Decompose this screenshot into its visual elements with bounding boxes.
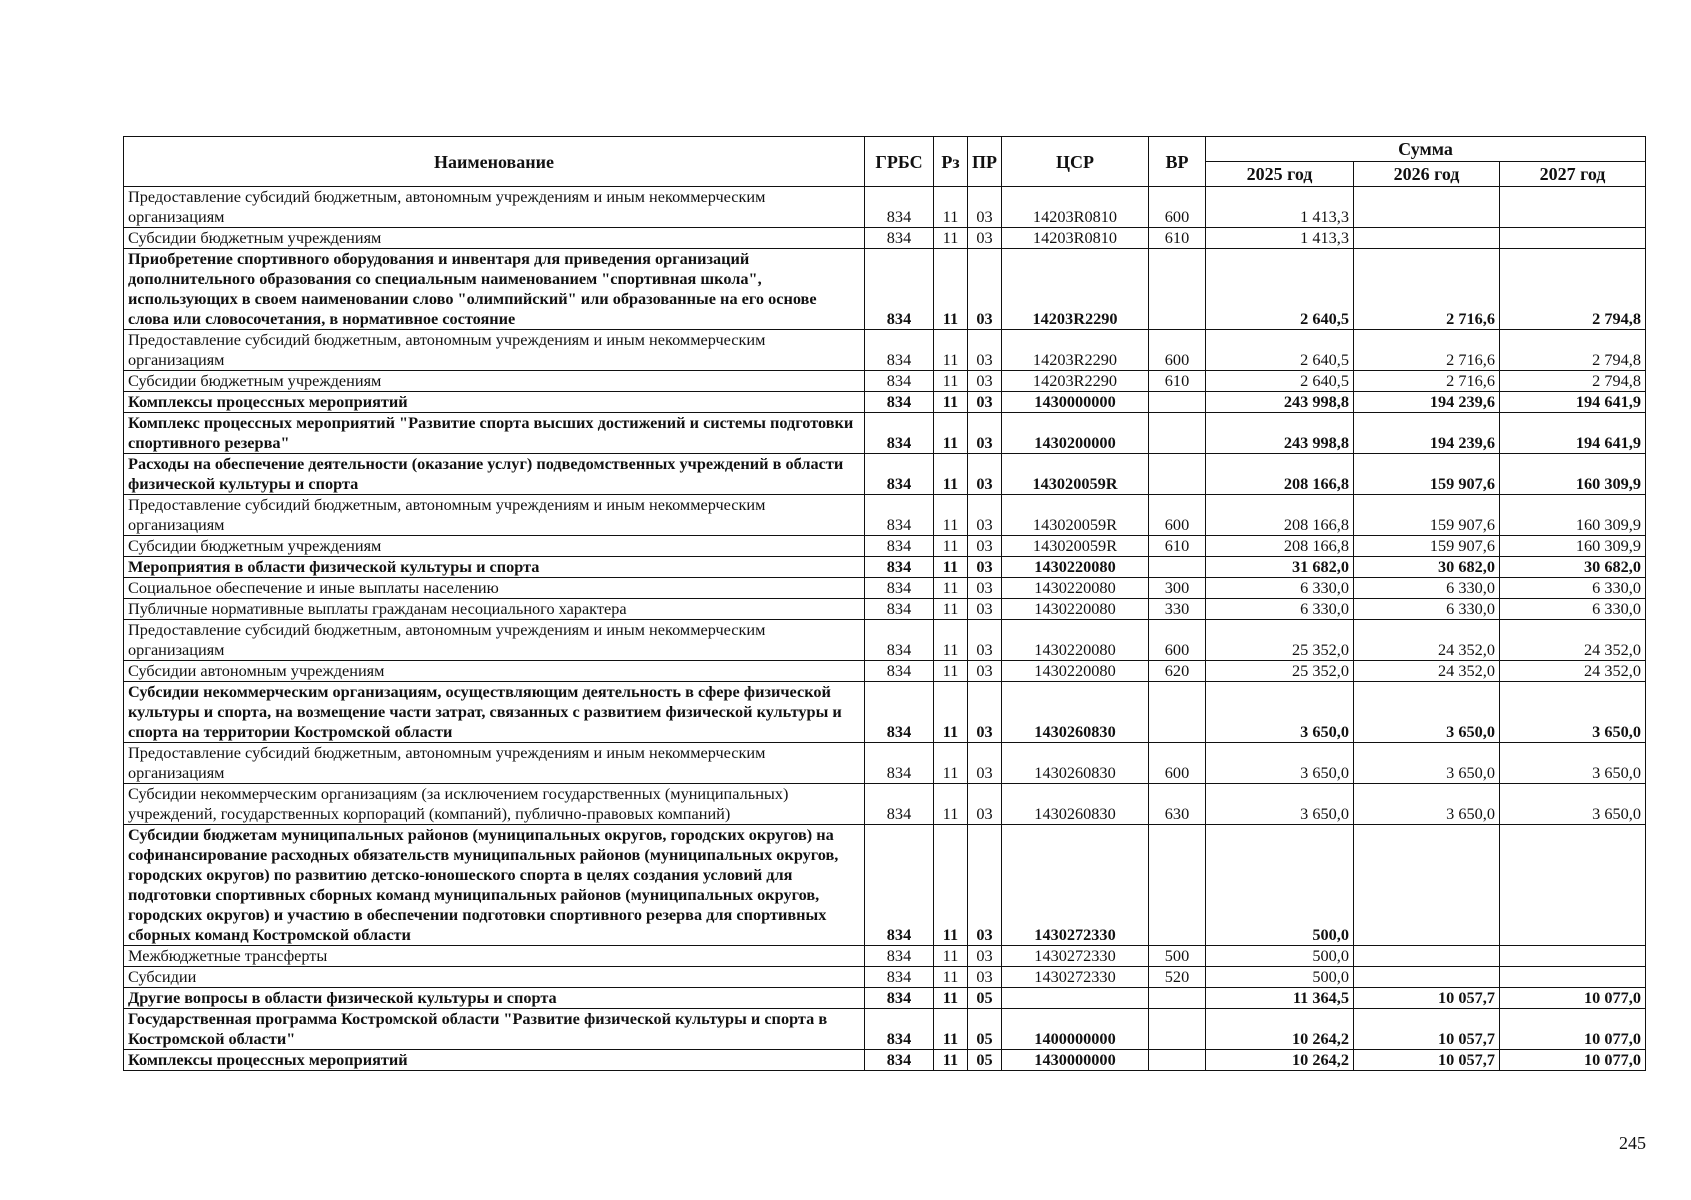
row-name: Субсидии: [124, 967, 865, 988]
table-row: [124, 682, 1646, 743]
row-grbs: 834: [865, 371, 934, 392]
row-grbs: 834: [865, 413, 934, 454]
row-vr: 520: [1149, 967, 1206, 988]
row-rz: 11: [934, 371, 968, 392]
row-amount-2026: [1354, 967, 1500, 988]
row-name: Другие вопросы в области физической культуры и спорта: [124, 988, 865, 1009]
row-rz: 11: [934, 682, 968, 743]
row-csr: 1430220080: [1002, 661, 1149, 682]
row-grbs: 834: [865, 578, 934, 599]
row-amount-2027: 10 077,0: [1500, 988, 1646, 1009]
row-grbs: 834: [865, 187, 934, 228]
row-pr: 03: [968, 371, 1002, 392]
row-vr: [1149, 988, 1206, 1009]
row-name: Комплекс процессных мероприятий "Развитие спорта высших достижений и системы подготовки спортивного резерва": [124, 413, 865, 454]
row-grbs: 834: [865, 1009, 934, 1050]
budget-table: [123, 136, 1646, 1071]
row-pr: 05: [968, 988, 1002, 1009]
row-amount-2025: 243 998,8: [1206, 413, 1354, 454]
row-pr: 03: [968, 743, 1002, 784]
row-amount-2025: 10 264,2: [1206, 1050, 1354, 1071]
table-row: [124, 371, 1646, 392]
table-row: [124, 578, 1646, 599]
row-grbs: 834: [865, 249, 934, 330]
row-rz: 11: [934, 661, 968, 682]
table-row: [124, 1009, 1646, 1050]
row-vr: 600: [1149, 495, 1206, 536]
row-amount-2026: 24 352,0: [1354, 620, 1500, 661]
table-row: [124, 743, 1646, 784]
row-amount-2025: 10 264,2: [1206, 1009, 1354, 1050]
header-year-2025: 2025 год: [1206, 162, 1354, 187]
row-vr: 620: [1149, 661, 1206, 682]
row-amount-2027: 194 641,9: [1500, 392, 1646, 413]
table-row: [124, 454, 1646, 495]
row-name: Субсидии некоммерческим организациям, осуществляющим деятельность в сфере физической культуры и спорта, на возмещение части затрат, связанных с развитием физической культуры и спорта на территории Костромской области: [124, 682, 865, 743]
row-grbs: 834: [865, 661, 934, 682]
row-vr: 600: [1149, 620, 1206, 661]
row-grbs: 834: [865, 784, 934, 825]
row-csr: 1430260830: [1002, 784, 1149, 825]
row-amount-2027: 3 650,0: [1500, 784, 1646, 825]
row-amount-2026: [1354, 946, 1500, 967]
row-csr: 1430272330: [1002, 946, 1149, 967]
row-pr: 03: [968, 967, 1002, 988]
row-rz: 11: [934, 1009, 968, 1050]
row-vr: 600: [1149, 330, 1206, 371]
row-rz: 11: [934, 249, 968, 330]
header-rz: Рз: [934, 137, 968, 187]
row-vr: 600: [1149, 187, 1206, 228]
row-vr: [1149, 1009, 1206, 1050]
row-amount-2027: 160 309,9: [1500, 495, 1646, 536]
row-vr: [1149, 1050, 1206, 1071]
row-amount-2025: 2 640,5: [1206, 371, 1354, 392]
row-csr: 1400000000: [1002, 1009, 1149, 1050]
row-csr: 143020059R: [1002, 454, 1149, 495]
table-row: [124, 536, 1646, 557]
row-name: Социальное обеспечение и иные выплаты населению: [124, 578, 865, 599]
row-vr: [1149, 557, 1206, 578]
row-csr: 14203R0810: [1002, 228, 1149, 249]
header-pr: ПР: [968, 137, 1002, 187]
row-vr: 600: [1149, 743, 1206, 784]
row-grbs: 834: [865, 454, 934, 495]
table-row: [124, 784, 1646, 825]
row-rz: 11: [934, 495, 968, 536]
table-row: [124, 967, 1646, 988]
row-pr: 03: [968, 228, 1002, 249]
row-amount-2027: 2 794,8: [1500, 330, 1646, 371]
row-name: Предоставление субсидий бюджетным, автономным учреждениям и иным некоммерческим организациям: [124, 495, 865, 536]
header-sum: Сумма: [1206, 137, 1646, 162]
row-amount-2027: [1500, 187, 1646, 228]
row-grbs: 834: [865, 620, 934, 661]
row-amount-2026: 3 650,0: [1354, 784, 1500, 825]
row-amount-2027: 160 309,9: [1500, 536, 1646, 557]
row-grbs: 834: [865, 495, 934, 536]
row-name: Мероприятия в области физической культуры и спорта: [124, 557, 865, 578]
row-pr: 05: [968, 1009, 1002, 1050]
row-amount-2026: 10 057,7: [1354, 1009, 1500, 1050]
row-rz: 11: [934, 578, 968, 599]
row-amount-2026: 10 057,7: [1354, 1050, 1500, 1071]
row-pr: 03: [968, 330, 1002, 371]
row-amount-2026: 3 650,0: [1354, 682, 1500, 743]
row-vr: 630: [1149, 784, 1206, 825]
row-pr: 03: [968, 578, 1002, 599]
row-amount-2026: 10 057,7: [1354, 988, 1500, 1009]
row-amount-2025: 3 650,0: [1206, 743, 1354, 784]
row-csr: 1430220080: [1002, 557, 1149, 578]
row-amount-2027: 24 352,0: [1500, 620, 1646, 661]
row-csr: 1430220080: [1002, 620, 1149, 661]
row-name: Комплексы процессных мероприятий: [124, 1050, 865, 1071]
row-name: Предоставление субсидий бюджетным, автономным учреждениям и иным некоммерческим организациям: [124, 330, 865, 371]
row-grbs: 834: [865, 1050, 934, 1071]
row-vr: 610: [1149, 371, 1206, 392]
table-body: [124, 187, 1646, 1071]
row-amount-2027: 6 330,0: [1500, 599, 1646, 620]
row-amount-2027: 24 352,0: [1500, 661, 1646, 682]
table-row: [124, 1050, 1646, 1071]
row-pr: 03: [968, 187, 1002, 228]
row-vr: 330: [1149, 599, 1206, 620]
table-row: [124, 620, 1646, 661]
row-amount-2027: 2 794,8: [1500, 249, 1646, 330]
row-amount-2025: 31 682,0: [1206, 557, 1354, 578]
row-pr: 03: [968, 946, 1002, 967]
row-rz: 11: [934, 599, 968, 620]
row-amount-2026: 24 352,0: [1354, 661, 1500, 682]
header-grbs: ГРБС: [865, 137, 934, 187]
row-name: Субсидии некоммерческим организациям (за исключением государственных (муниципальных) учреждений, государственных корпораций (компаний), публично-правовых компаний): [124, 784, 865, 825]
row-name: Расходы на обеспечение деятельности (оказание услуг) подведомственных учреждений в области физической культуры и спорта: [124, 454, 865, 495]
row-amount-2027: [1500, 228, 1646, 249]
row-rz: 11: [934, 743, 968, 784]
row-amount-2026: 159 907,6: [1354, 536, 1500, 557]
row-csr: [1002, 988, 1149, 1009]
row-name: Государственная программа Костромской области "Развитие физической культуры и спорта в Костромской области": [124, 1009, 865, 1050]
row-name: Субсидии бюджетным учреждениям: [124, 228, 865, 249]
row-amount-2027: 3 650,0: [1500, 682, 1646, 743]
row-name: Предоставление субсидий бюджетным, автономным учреждениям и иным некоммерческим организациям: [124, 620, 865, 661]
header-csr: ЦСР: [1002, 137, 1149, 187]
row-amount-2025: 2 640,5: [1206, 330, 1354, 371]
row-rz: 11: [934, 187, 968, 228]
row-amount-2025: 500,0: [1206, 825, 1354, 946]
row-amount-2026: 6 330,0: [1354, 578, 1500, 599]
row-grbs: 834: [865, 967, 934, 988]
row-rz: 11: [934, 392, 968, 413]
table-row: [124, 661, 1646, 682]
table-row: [124, 599, 1646, 620]
row-pr: 03: [968, 599, 1002, 620]
row-rz: 11: [934, 825, 968, 946]
row-vr: [1149, 392, 1206, 413]
row-name: Субсидии бюджетным учреждениям: [124, 371, 865, 392]
table-row: [124, 228, 1646, 249]
row-amount-2026: 2 716,6: [1354, 330, 1500, 371]
row-vr: 500: [1149, 946, 1206, 967]
row-csr: 1430200000: [1002, 413, 1149, 454]
page-number: 245: [1619, 1133, 1646, 1153]
row-amount-2025: 2 640,5: [1206, 249, 1354, 330]
row-grbs: 834: [865, 743, 934, 784]
table-row: [124, 249, 1646, 330]
row-rz: 11: [934, 536, 968, 557]
row-name: Комплексы процессных мероприятий: [124, 392, 865, 413]
row-pr: 03: [968, 454, 1002, 495]
row-rz: 11: [934, 330, 968, 371]
row-amount-2026: 3 650,0: [1354, 743, 1500, 784]
table-row: [124, 392, 1646, 413]
row-grbs: 834: [865, 228, 934, 249]
row-pr: 03: [968, 661, 1002, 682]
row-amount-2027: 160 309,9: [1500, 454, 1646, 495]
row-amount-2025: 6 330,0: [1206, 578, 1354, 599]
row-pr: 03: [968, 557, 1002, 578]
row-csr: 1430272330: [1002, 967, 1149, 988]
row-amount-2026: [1354, 228, 1500, 249]
row-amount-2025: 25 352,0: [1206, 620, 1354, 661]
row-grbs: 834: [865, 682, 934, 743]
row-csr: 1430260830: [1002, 743, 1149, 784]
row-amount-2025: 1 413,3: [1206, 228, 1354, 249]
row-grbs: 834: [865, 330, 934, 371]
row-csr: 14203R2290: [1002, 371, 1149, 392]
row-rz: 11: [934, 946, 968, 967]
row-csr: 14203R2290: [1002, 249, 1149, 330]
row-vr: 300: [1149, 578, 1206, 599]
table-row: [124, 187, 1646, 228]
row-name: Межбюджетные трансферты: [124, 946, 865, 967]
row-rz: 11: [934, 784, 968, 825]
budget-page: [123, 136, 1645, 1071]
row-rz: 11: [934, 557, 968, 578]
row-amount-2027: 30 682,0: [1500, 557, 1646, 578]
row-amount-2025: 11 364,5: [1206, 988, 1354, 1009]
row-amount-2027: 2 794,8: [1500, 371, 1646, 392]
row-pr: 03: [968, 536, 1002, 557]
table-row: [124, 330, 1646, 371]
row-name: Предоставление субсидий бюджетным, автономным учреждениям и иным некоммерческим организациям: [124, 743, 865, 784]
row-name: Приобретение спортивного оборудования и инвентаря для приведения организаций дополнительного образования со специальным наименованием "спортивная школа", использующих в своем наименовании слово "олимпийский" или образованные на его основе слова или словосочетания, в нормативное состояние: [124, 249, 865, 330]
row-name: Субсидии автономным учреждениям: [124, 661, 865, 682]
row-vr: [1149, 825, 1206, 946]
row-csr: 1430272330: [1002, 825, 1149, 946]
row-amount-2025: 3 650,0: [1206, 784, 1354, 825]
row-rz: 11: [934, 1050, 968, 1071]
row-amount-2027: 3 650,0: [1500, 743, 1646, 784]
row-csr: 143020059R: [1002, 495, 1149, 536]
row-amount-2027: [1500, 946, 1646, 967]
row-csr: 1430000000: [1002, 1050, 1149, 1071]
row-amount-2026: [1354, 825, 1500, 946]
row-amount-2027: [1500, 967, 1646, 988]
row-amount-2025: 6 330,0: [1206, 599, 1354, 620]
row-grbs: 834: [865, 988, 934, 1009]
row-amount-2026: [1354, 187, 1500, 228]
row-vr: [1149, 249, 1206, 330]
row-amount-2026: 159 907,6: [1354, 454, 1500, 495]
table-row: [124, 557, 1646, 578]
row-pr: 03: [968, 682, 1002, 743]
row-amount-2026: 194 239,6: [1354, 413, 1500, 454]
table-row: [124, 413, 1646, 454]
row-csr: 14203R2290: [1002, 330, 1149, 371]
row-vr: [1149, 682, 1206, 743]
row-rz: 11: [934, 967, 968, 988]
row-amount-2027: 6 330,0: [1500, 578, 1646, 599]
row-csr: 1430000000: [1002, 392, 1149, 413]
row-amount-2025: 208 166,8: [1206, 536, 1354, 557]
row-name: Субсидии бюджетным учреждениям: [124, 536, 865, 557]
row-amount-2025: 1 413,3: [1206, 187, 1354, 228]
row-name: Субсидии бюджетам муниципальных районов (муниципальных округов, городских округов) на софинансирование расходных обязательств муниципальных районов (муниципальных округов, городских округов) по развитию детско-юношеского спорта в целях создания условий для подготовки спортивных сборных команд муниципальных районов (муниципальных округов, городских округов) и участию в обеспечении подготовки спортивного резерва для спортивных сборных команд Костромской области: [124, 825, 865, 946]
row-vr: [1149, 454, 1206, 495]
row-grbs: 834: [865, 599, 934, 620]
row-vr: [1149, 413, 1206, 454]
row-grbs: 834: [865, 825, 934, 946]
row-vr: 610: [1149, 536, 1206, 557]
row-name: Предоставление субсидий бюджетным, автономным учреждениям и иным некоммерческим организациям: [124, 187, 865, 228]
row-rz: 11: [934, 228, 968, 249]
row-csr: 143020059R: [1002, 536, 1149, 557]
row-name: Публичные нормативные выплаты гражданам несоциального характера: [124, 599, 865, 620]
table-row: [124, 988, 1646, 1009]
table-header: [124, 137, 1646, 187]
row-amount-2025: 208 166,8: [1206, 454, 1354, 495]
table-row: [124, 495, 1646, 536]
row-amount-2026: 194 239,6: [1354, 392, 1500, 413]
row-amount-2026: 30 682,0: [1354, 557, 1500, 578]
row-rz: 11: [934, 454, 968, 495]
row-amount-2026: 2 716,6: [1354, 371, 1500, 392]
row-amount-2026: 159 907,6: [1354, 495, 1500, 536]
header-vr: ВР: [1149, 137, 1206, 187]
row-pr: 03: [968, 620, 1002, 661]
row-pr: 03: [968, 413, 1002, 454]
row-amount-2025: 500,0: [1206, 946, 1354, 967]
row-pr: 03: [968, 495, 1002, 536]
row-rz: 11: [934, 413, 968, 454]
row-pr: 03: [968, 392, 1002, 413]
row-amount-2025: 3 650,0: [1206, 682, 1354, 743]
row-csr: 1430220080: [1002, 599, 1149, 620]
row-grbs: 834: [865, 946, 934, 967]
row-amount-2027: 10 077,0: [1500, 1009, 1646, 1050]
row-amount-2026: 2 716,6: [1354, 249, 1500, 330]
row-amount-2025: 500,0: [1206, 967, 1354, 988]
row-amount-2027: 10 077,0: [1500, 1050, 1646, 1071]
row-grbs: 834: [865, 557, 934, 578]
row-csr: 1430220080: [1002, 578, 1149, 599]
header-year-2027: 2027 год: [1500, 162, 1646, 187]
row-amount-2025: 25 352,0: [1206, 661, 1354, 682]
row-amount-2027: 194 641,9: [1500, 413, 1646, 454]
row-pr: 03: [968, 784, 1002, 825]
row-amount-2027: [1500, 825, 1646, 946]
row-grbs: 834: [865, 392, 934, 413]
row-csr: 1430260830: [1002, 682, 1149, 743]
header-year-2026: 2026 год: [1354, 162, 1500, 187]
row-pr: 05: [968, 1050, 1002, 1071]
table-row: [124, 946, 1646, 967]
row-pr: 03: [968, 825, 1002, 946]
row-grbs: 834: [865, 536, 934, 557]
row-rz: 11: [934, 620, 968, 661]
row-pr: 03: [968, 249, 1002, 330]
row-amount-2025: 208 166,8: [1206, 495, 1354, 536]
row-rz: 11: [934, 988, 968, 1009]
row-vr: 610: [1149, 228, 1206, 249]
row-amount-2026: 6 330,0: [1354, 599, 1500, 620]
table-row: [124, 825, 1646, 946]
header-name: Наименование: [124, 137, 865, 187]
row-amount-2025: 243 998,8: [1206, 392, 1354, 413]
row-csr: 14203R0810: [1002, 187, 1149, 228]
